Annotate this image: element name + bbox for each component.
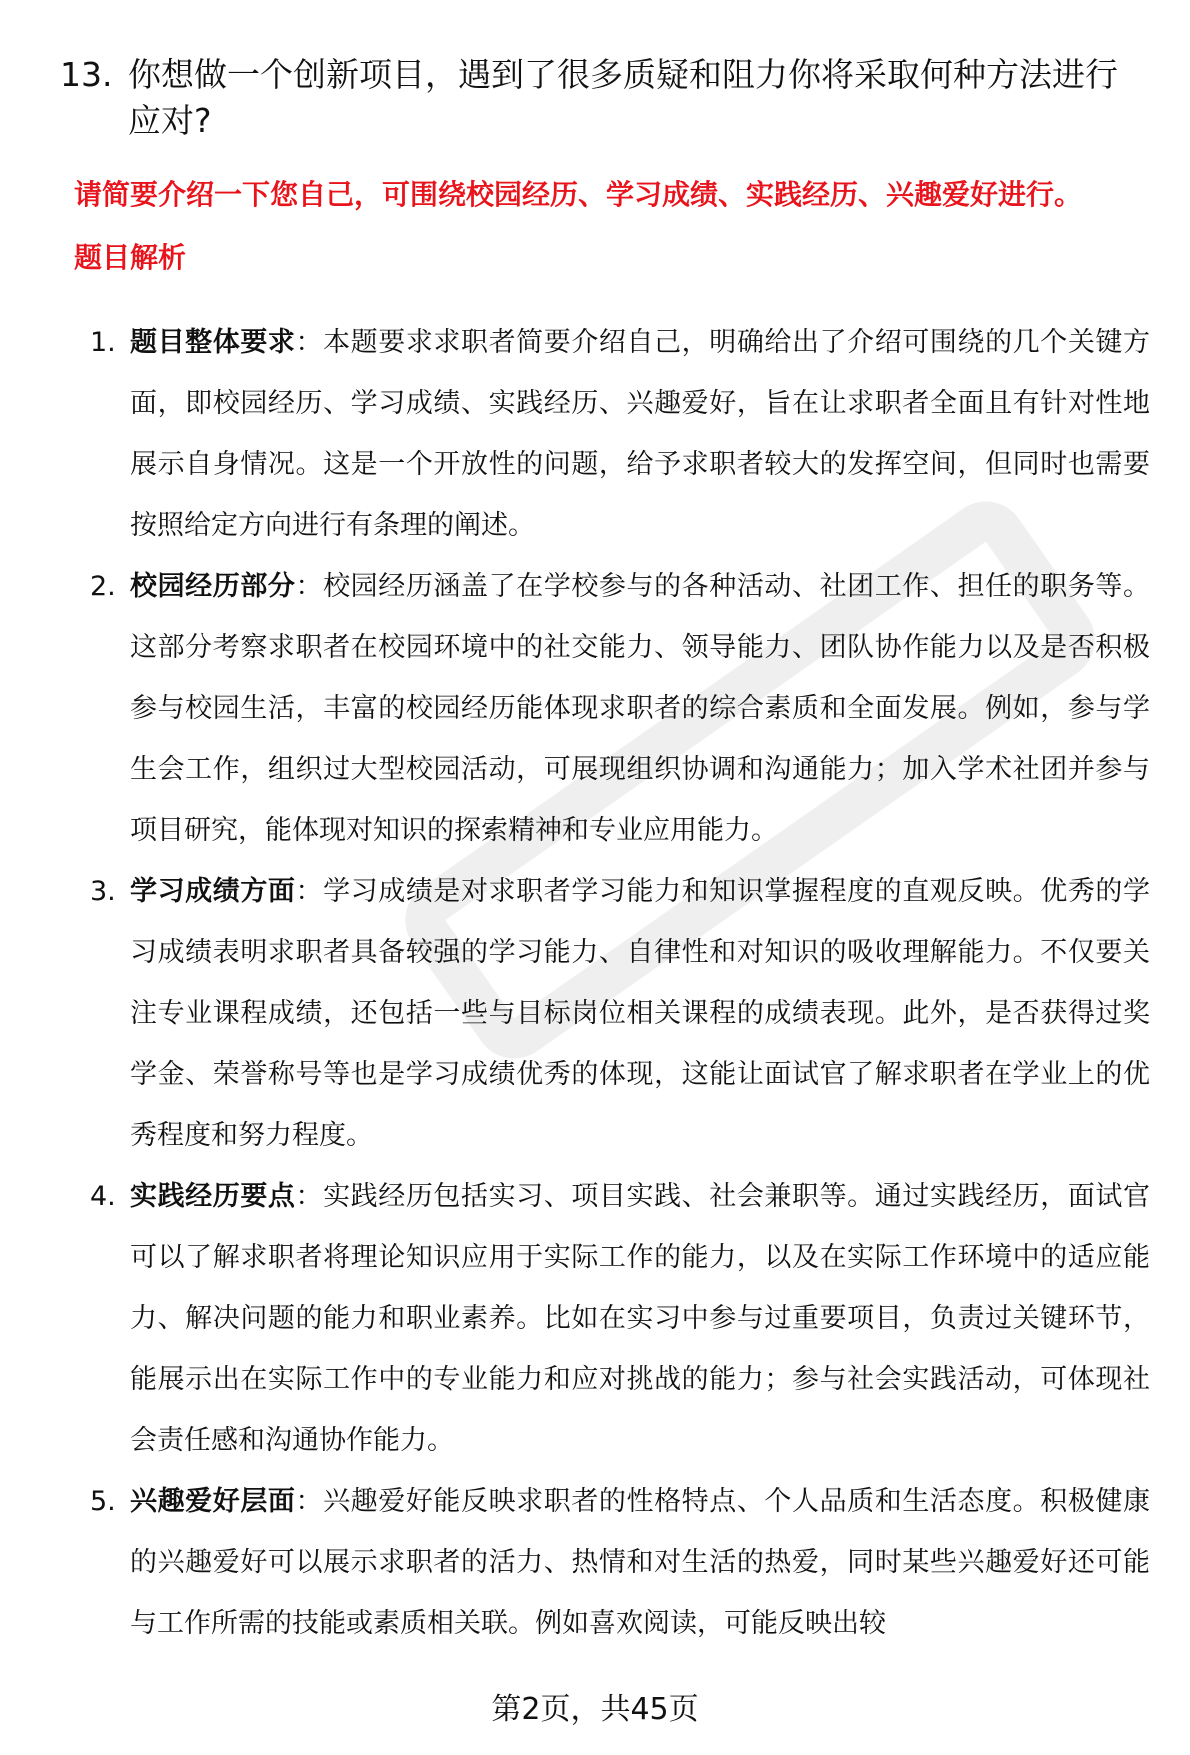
question-text: 你想做一个创新项目，遇到了很多质疑和阻力你将采取何种方法进行应对?: [128, 55, 1118, 140]
point-text: [130, 1166, 1150, 1471]
point-body: ：校园经历涵盖了在学校参与的各种活动、社团工作、担任的职务等。这部分考察求职者在校园环境中的社交能力、领导能力、团队协作能力以及是否积极参与校园生活，丰富的校园经历能体现求职者的综合素质和全面发展。例如，参与学生会工作，组织过大型校园活动，可展现组织协调和沟通能力；加入学术社团并参与项目研究，能体现对知识的探索精神和专业应用能力。: [130, 571, 1150, 846]
point-number: 5.: [90, 1486, 116, 1517]
point-title: 校园经历部分: [130, 571, 296, 602]
point-number: 1.: [90, 327, 116, 358]
analysis-point: [90, 556, 1150, 861]
point-body: ：兴趣爱好能反映求职者的性格特点、个人品质和生活态度。积极健康的兴趣爱好可以展示求职者的活力、热情和对生活的热爱，同时某些兴趣爱好还可能与工作所需的技能或素质相关联。例如喜欢阅读，可能反映出较: [130, 1486, 1150, 1639]
analysis-heading: 题目解析: [74, 241, 187, 274]
question-title: [60, 52, 1150, 144]
page-number-footer: 第2页，共45页: [491, 1692, 699, 1727]
point-text: [130, 1471, 1150, 1654]
analysis-points-list: [90, 312, 1150, 1654]
point-title: 题目整体要求: [130, 327, 296, 358]
point-number: 2.: [90, 571, 116, 602]
point-title: 实践经历要点: [130, 1181, 296, 1212]
analysis-point: [90, 861, 1150, 1166]
point-text: [130, 861, 1150, 1166]
analysis-point: [90, 1471, 1150, 1654]
point-body: ：学习成绩是对求职者学习能力和知识掌握程度的直观反映。优秀的学习成绩表明求职者具备较强的学习能力、自律性和对知识的吸收理解能力。不仅要关注专业课程成绩，还包括一些与目标岗位相关课程的成绩表现。此外，是否获得过奖学金、荣誉称号等也是学习成绩优秀的体现，这能让面试官了解求职者在学业上的优秀程度和努力程度。: [130, 876, 1150, 1151]
point-title: 兴趣爱好层面: [130, 1486, 296, 1517]
point-text: [130, 556, 1150, 861]
question-number: 13.: [60, 55, 113, 94]
point-number: 4.: [90, 1181, 116, 1212]
point-title: 学习成绩方面: [130, 876, 296, 907]
point-body: ：本题要求求职者简要介绍自己，明确给出了介绍可围绕的几个关键方面，即校园经历、学习成绩、实践经历、兴趣爱好，旨在让求职者全面且有针对性地展示自身情况。这是一个开放性的问题，给予求职者较大的发挥空间，但同时也需要按照给定方向进行有条理的阐述。: [130, 327, 1150, 541]
analysis-point: [90, 1166, 1150, 1471]
analysis-point: [90, 312, 1150, 556]
point-text: [130, 312, 1150, 556]
point-number: 3.: [90, 876, 116, 907]
prompt-heading: 请简要介绍一下您自己，可围绕校园经历、学习成绩、实践经历、兴趣爱好进行。: [74, 178, 1083, 211]
point-body: ：实践经历包括实习、项目实践、社会兼职等。通过实践经历，面试官可以了解求职者将理论知识应用于实际工作的能力，以及在实际工作环境中的适应能力、解决问题的能力和职业素养。比如在实习中参与过重要项目，负责过关键环节，能展示出在实际工作中的专业能力和应对挑战的能力；参与社会实践活动，可体现社会责任感和沟通协作能力。: [130, 1181, 1150, 1456]
